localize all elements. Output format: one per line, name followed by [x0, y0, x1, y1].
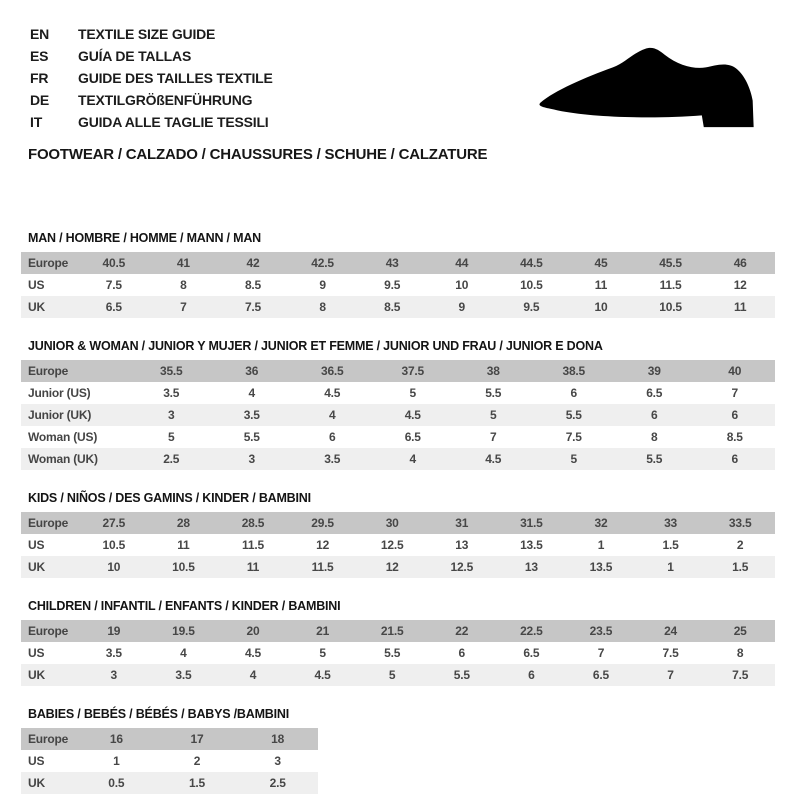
- table-row: [21, 448, 775, 470]
- size-cell: 9.5: [523, 300, 540, 314]
- size-cell: 42: [246, 256, 260, 270]
- man-title: MAN / HOMBRE / HOMME / MANN / MAN: [28, 231, 261, 245]
- guide-title-it: GUIDA ALLE TAGLIE TESSILI: [78, 114, 269, 130]
- language-row-es: [30, 45, 273, 67]
- language-code-de: DE: [30, 92, 50, 108]
- row-label: Junior (UK): [28, 408, 92, 422]
- size-cell: 6: [651, 408, 658, 422]
- size-cell: 33: [664, 516, 678, 530]
- size-cell: 7: [731, 386, 738, 400]
- size-cell: 11.5: [242, 538, 264, 552]
- size-cell: 9: [319, 278, 326, 292]
- size-cell: 13: [455, 538, 469, 552]
- size-cell: 21.5: [380, 624, 404, 638]
- kids-section: [21, 490, 779, 578]
- size-cell: 45.5: [659, 256, 682, 270]
- size-cell: 6: [528, 668, 535, 682]
- size-cell: 32: [594, 516, 608, 530]
- size-cell: 10.5: [659, 300, 682, 314]
- size-cell: 11.5: [311, 560, 334, 574]
- size-cell: 4.5: [404, 408, 421, 422]
- row-label: UK: [28, 300, 45, 314]
- row-label: US: [28, 538, 45, 552]
- kids-size-table: [21, 512, 775, 578]
- size-cell: 7.5: [662, 646, 679, 660]
- size-cell: 7.5: [565, 430, 582, 444]
- size-cell: 1: [113, 754, 120, 768]
- language-legend: [30, 23, 273, 133]
- size-cell: 38: [486, 364, 500, 378]
- size-cell: 13.5: [589, 560, 613, 574]
- table-row: [21, 426, 775, 448]
- size-cell: 22: [455, 624, 469, 638]
- size-cell: 31.5: [520, 516, 543, 530]
- babies-title: BABIES / BEBÉS / BÉBÉS / BABYS /BAMBINI: [28, 707, 289, 721]
- size-cell: 12: [385, 560, 399, 574]
- size-cell: 6: [731, 452, 738, 466]
- size-cell: 6.5: [404, 430, 421, 444]
- size-cell: 45: [594, 256, 608, 270]
- row-label: UK: [28, 668, 45, 682]
- size-cell: 8: [180, 278, 187, 292]
- size-cell: 16: [109, 732, 123, 746]
- table-row: [21, 296, 775, 318]
- language-code-it: IT: [30, 114, 43, 130]
- size-cell: 3.5: [163, 386, 180, 400]
- size-cell: 11: [594, 278, 608, 292]
- size-cell: 35.5: [159, 364, 183, 378]
- row-label: Junior (US): [28, 386, 91, 400]
- size-cell: 36.5: [320, 364, 344, 378]
- size-cell: 13.5: [520, 538, 543, 552]
- size-cell: 8.5: [384, 300, 401, 314]
- language-row-fr: [30, 67, 273, 89]
- size-cell: 36: [245, 364, 259, 378]
- size-cell: 21: [316, 624, 330, 638]
- size-cell: 6.5: [105, 300, 122, 314]
- size-cell: 4.5: [244, 646, 262, 660]
- size-cell: 10: [594, 300, 608, 314]
- table-row: [21, 274, 775, 296]
- row-label: Europe: [28, 364, 69, 378]
- size-cell: 41: [176, 256, 190, 270]
- row-label: US: [28, 646, 45, 660]
- size-cell: 2: [193, 754, 201, 768]
- size-cell: 4: [180, 646, 187, 660]
- babies-section: [21, 706, 779, 794]
- size-cell: 9.5: [384, 278, 401, 292]
- size-cell: 6.5: [523, 646, 540, 660]
- size-cell: 43: [385, 256, 399, 270]
- row-label: Woman (UK): [28, 452, 98, 466]
- table-row: [21, 728, 318, 750]
- size-cell: 5.5: [646, 452, 663, 466]
- size-cell: 9: [458, 300, 465, 314]
- guide-title-fr: GUIDE DES TAILLES TEXTILE: [78, 70, 273, 86]
- size-cell: 1.5: [662, 538, 679, 552]
- size-cell: 2.5: [269, 776, 286, 790]
- size-cell: 8: [651, 430, 658, 444]
- size-cell: 4: [249, 668, 257, 682]
- size-cell: 7: [597, 646, 605, 660]
- size-cell: 8: [736, 646, 744, 660]
- size-cell: 11.5: [659, 278, 682, 292]
- children-title: CHILDREN / INFANTIL / ENFANTS / KINDER / BAMBINI: [28, 599, 341, 613]
- size-cell: 44: [455, 256, 469, 270]
- size-cell: 10: [455, 278, 469, 292]
- language-code-es: ES: [30, 48, 49, 64]
- size-cell: 4: [248, 386, 255, 400]
- kids-title: KIDS / NIÑOS / DES GAMINS / KINDER / BAMBINI: [28, 491, 311, 505]
- size-cell: 5: [388, 668, 396, 682]
- size-cell: 10.5: [520, 278, 543, 292]
- size-cell: 46: [733, 256, 747, 270]
- row-label: Europe: [28, 516, 69, 530]
- size-cell: 10: [107, 560, 121, 574]
- size-cell: 1: [667, 560, 674, 574]
- size-cell: 6.5: [592, 668, 609, 682]
- size-cell: 1: [597, 538, 605, 552]
- size-cell: 5: [570, 452, 577, 466]
- size-cell: 33.5: [728, 516, 752, 530]
- size-cell: 2.5: [163, 452, 180, 466]
- row-label: US: [28, 754, 45, 768]
- size-cell: 7.5: [732, 668, 749, 682]
- size-cell: 37.5: [401, 364, 425, 378]
- size-cell: 12: [733, 278, 747, 292]
- junior-woman-section: [21, 338, 779, 470]
- category-heading: FOOTWEAR / CALZADO / CHAUSSURES / SCHUHE / CALZATURE: [28, 146, 488, 163]
- size-cell: 25: [733, 624, 747, 638]
- size-cell: 8: [319, 300, 326, 314]
- size-cell: 2: [736, 538, 744, 552]
- table-row: [21, 252, 775, 274]
- language-code-en: EN: [30, 26, 50, 42]
- size-cell: 5.5: [485, 386, 502, 400]
- size-cell: 5: [319, 646, 326, 660]
- language-row-de: [30, 89, 273, 111]
- size-cell: 6.5: [646, 386, 663, 400]
- table-row: [21, 664, 775, 686]
- size-cell: 7: [490, 430, 497, 444]
- size-cell: 4.5: [314, 668, 331, 682]
- size-cell: 12.5: [450, 560, 474, 574]
- size-cell: 5: [168, 430, 175, 444]
- size-cell: 3.5: [243, 408, 260, 422]
- size-cell: 6: [458, 646, 465, 660]
- size-cell: 7.5: [105, 278, 122, 292]
- size-cell: 10.5: [102, 538, 126, 552]
- size-cell: 5.5: [453, 668, 470, 682]
- size-cell: 40: [728, 364, 742, 378]
- size-cell: 28.5: [241, 516, 265, 530]
- junior-woman-size-table: [21, 360, 775, 470]
- size-cell: 23.5: [589, 624, 613, 638]
- size-cell: 38.5: [562, 364, 586, 378]
- size-cell: 28: [176, 516, 190, 530]
- size-cell: 17: [190, 732, 204, 746]
- row-label: Woman (US): [28, 430, 98, 444]
- size-cell: 27.5: [102, 516, 126, 530]
- size-cell: 5.5: [565, 408, 582, 422]
- size-cell: 13: [524, 560, 538, 574]
- table-row: [21, 556, 775, 578]
- size-cell: 5: [409, 386, 416, 400]
- table-row: [21, 360, 775, 382]
- language-code-fr: FR: [30, 70, 49, 86]
- size-cell: 24: [664, 624, 678, 638]
- size-cell: 44.5: [520, 256, 543, 270]
- size-cell: 18: [271, 732, 285, 746]
- size-cell: 8.5: [726, 430, 743, 444]
- size-cell: 30: [385, 516, 399, 530]
- size-cell: 3.5: [105, 646, 122, 660]
- size-cell: 4: [409, 452, 416, 466]
- size-cell: 0.5: [108, 776, 125, 790]
- size-cell: 5: [490, 408, 497, 422]
- table-row: [21, 620, 775, 642]
- size-cell: 19: [107, 624, 121, 638]
- size-cell: 6: [329, 430, 336, 444]
- guide-title-en: TEXTILE SIZE GUIDE: [78, 26, 216, 42]
- size-cell: 11: [246, 560, 260, 574]
- size-cell: 6: [570, 386, 577, 400]
- size-cell: 3: [168, 408, 175, 422]
- size-cell: 1.5: [732, 560, 749, 574]
- language-row-en: [30, 23, 273, 45]
- table-row: [21, 750, 318, 772]
- shoe-icon: [532, 42, 768, 130]
- guide-title-es: GUÍA DE TALLAS: [78, 48, 192, 64]
- guide-title-de: TEXTILGRÖßENFÜHRUNG: [78, 92, 253, 108]
- size-cell: 12: [316, 538, 330, 552]
- size-cell: 29.5: [311, 516, 334, 530]
- size-cell: 4: [329, 408, 336, 422]
- size-cell: 1.5: [188, 776, 206, 790]
- children-size-table: [21, 620, 775, 686]
- table-row: [21, 382, 775, 404]
- size-cell: 7: [180, 300, 187, 314]
- size-cell: 4.5: [324, 386, 341, 400]
- size-cell: 5.5: [243, 430, 260, 444]
- size-cell: 7: [667, 668, 674, 682]
- row-label: US: [28, 278, 45, 292]
- table-row: [21, 512, 775, 534]
- size-cell: 7.5: [244, 300, 262, 314]
- size-cell: 3.5: [324, 452, 341, 466]
- row-label: Europe: [28, 732, 69, 746]
- table-row: [21, 534, 775, 556]
- size-cell: 3: [110, 668, 118, 682]
- size-cell: 22.5: [520, 624, 543, 638]
- size-tables: [21, 230, 779, 794]
- row-label: UK: [28, 560, 45, 574]
- row-label: Europe: [28, 256, 69, 270]
- size-cell: 19.5: [172, 624, 195, 638]
- size-cell: 40.5: [102, 256, 126, 270]
- size-cell: 10.5: [172, 560, 195, 574]
- size-cell: 3.5: [175, 668, 192, 682]
- size-cell: 39: [647, 364, 661, 378]
- size-cell: 3: [248, 452, 255, 466]
- language-row-it: [30, 111, 273, 133]
- children-section: [21, 598, 779, 686]
- size-cell: 42.5: [311, 256, 334, 270]
- size-cell: 3: [274, 754, 281, 768]
- size-cell: 11: [734, 300, 747, 314]
- size-cell: 12.5: [380, 538, 404, 552]
- man-size-table: [21, 252, 775, 318]
- size-cell: 20: [246, 624, 260, 638]
- size-cell: 4.5: [485, 452, 502, 466]
- size-cell: 8.5: [244, 278, 262, 292]
- row-label: UK: [28, 776, 45, 790]
- table-row: [21, 772, 318, 794]
- table-row: [21, 404, 775, 426]
- size-cell: 11: [177, 538, 190, 552]
- table-row: [21, 642, 775, 664]
- row-label: Europe: [28, 624, 69, 638]
- size-cell: 6: [731, 408, 738, 422]
- junior-woman-title: JUNIOR & WOMAN / JUNIOR Y MUJER / JUNIOR ET FEMME / JUNIOR UND FRAU / JUNIOR E DONA: [28, 339, 603, 353]
- size-cell: 31: [455, 516, 469, 530]
- man-section: [21, 230, 779, 318]
- size-cell: 5.5: [384, 646, 401, 660]
- babies-size-table: [21, 728, 318, 794]
